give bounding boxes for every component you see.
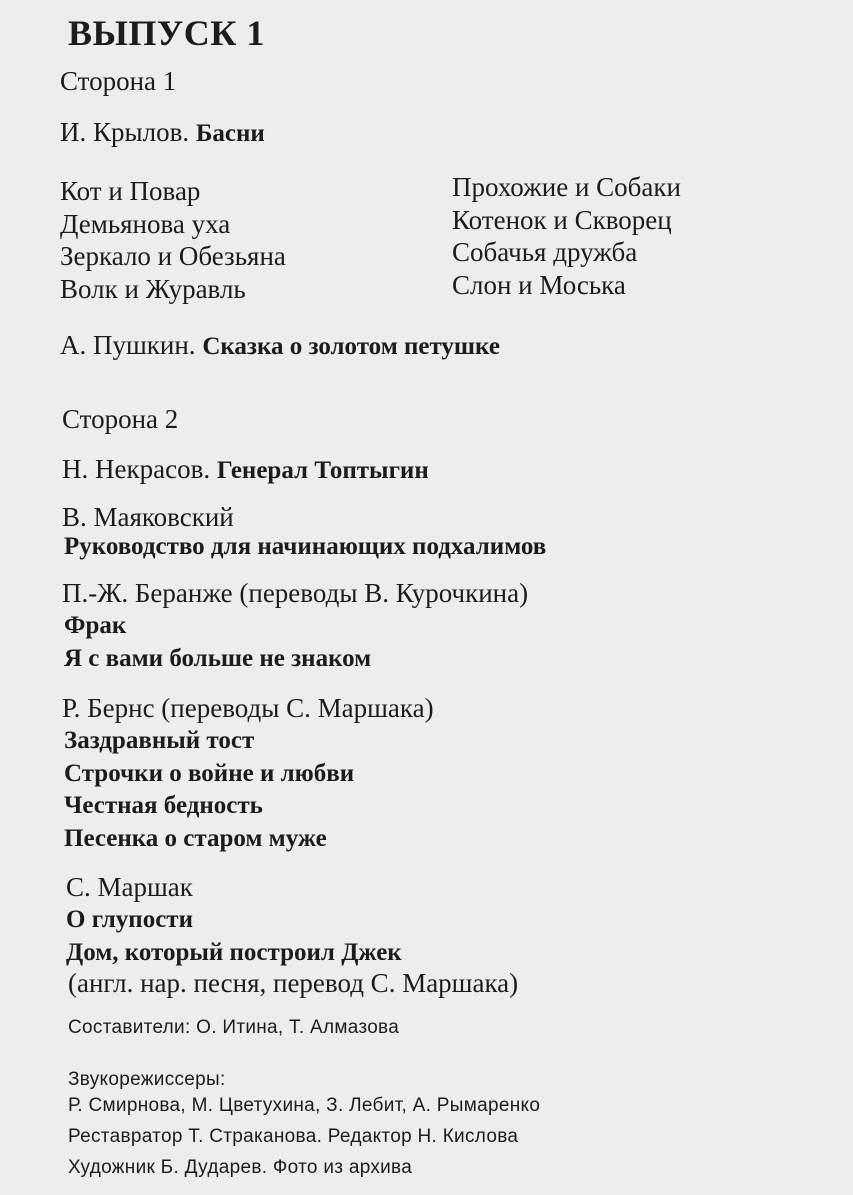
krylov-work: Басни — [195, 120, 265, 147]
side1-label: Сторона 1 — [60, 66, 177, 96]
compilers: Составители: О. Итина, Т. Алмазова — [68, 1017, 400, 1038]
burns-works — [64, 725, 354, 855]
list-item: Честная бедность — [64, 792, 263, 819]
release-number: 1 — [246, 13, 265, 53]
fables-right-list — [452, 171, 681, 301]
beranger-works — [64, 610, 371, 675]
list-item: Я с вами больше не знаком — [64, 644, 372, 672]
list-item: Прохожие и Собаки — [452, 172, 681, 202]
pushkin-entry — [60, 330, 500, 361]
list-item: Зеркало и Обезьяна — [60, 241, 286, 271]
marshak-note: (англ. нар. песня, перевод С. Маршака) — [68, 968, 519, 998]
nekrasov-work: Генерал Топтыгин — [216, 457, 429, 484]
list-item: О глупости — [66, 906, 193, 933]
release-title — [68, 12, 265, 54]
krylov-author: И. Крылов. — [60, 117, 190, 147]
sound-engineers-label: Звукорежиссеры: — [68, 1069, 226, 1090]
list-item: Демьянова уха — [60, 208, 231, 239]
marshak-author: С. Маршак — [66, 872, 193, 902]
list-item: Кот и Повар — [60, 176, 201, 206]
artist-photo: Художник Б. Дударев. Фото из архива — [68, 1157, 413, 1178]
pushkin-author: А. Пушкин. — [60, 330, 196, 360]
list-item: Песенка о старом муже — [64, 824, 327, 852]
release-title-text: ВЫПУСК — [68, 13, 237, 53]
mayakovsky-work: Руководство для начинающих подхалимов — [64, 533, 547, 560]
krylov-entry — [60, 117, 265, 148]
restorer-editor: Реставратор Т. Страканова. Редактор Н. Кислова — [68, 1126, 519, 1147]
marshak-works — [66, 904, 402, 969]
nekrasov-entry — [62, 454, 429, 485]
sound-engineers: Р. Смирнова, М. Цветухина, З. Лебит, А. Рымаренко — [68, 1095, 541, 1116]
fables-left-list — [60, 175, 286, 305]
list-item: Фрак — [64, 612, 127, 639]
mayakovsky-author: В. Маяковский — [62, 502, 234, 532]
list-item: Собачья дружба — [452, 237, 638, 267]
pushkin-work: Сказка о золотом петушке — [202, 333, 500, 360]
list-item: Дом, который построил Джек — [66, 938, 402, 966]
side2-label: Сторона 2 — [62, 404, 179, 434]
burns-author: Р. Бернс (переводы С. Маршака) — [62, 693, 434, 723]
list-item: Котенок и Скворец — [452, 204, 672, 235]
nekrasov-author: Н. Некрасов. — [62, 454, 211, 484]
beranger-author: П.-Ж. Беранже (переводы В. Курочкина) — [62, 578, 529, 608]
list-item: Строчки о войне и любви — [64, 759, 355, 787]
list-item: Волк и Журавль — [60, 273, 246, 304]
list-item: Заздравный тост — [64, 727, 255, 754]
list-item: Слон и Моська — [452, 269, 626, 300]
